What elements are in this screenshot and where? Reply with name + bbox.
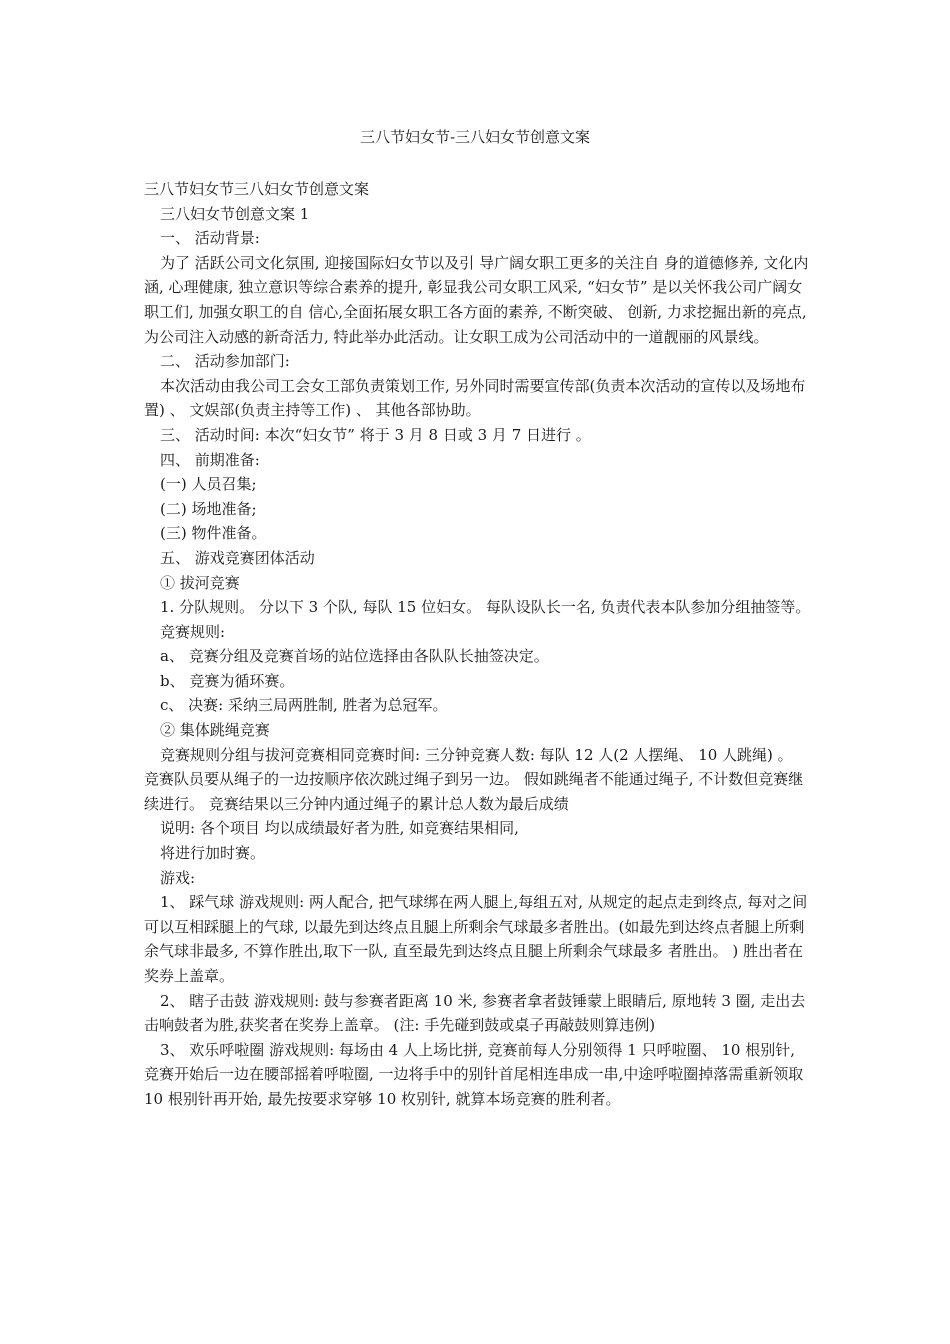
document-paragraph: ② 集体跳绳竞赛 bbox=[160, 721, 270, 740]
document-paragraph: 为了 活跃公司文化氛围, 迎接国际妇女节以及引 导广阔女职工更多的关注自 身的道德修养, 文化内涵, 心理健康, 独立意识等综合素养的提升, 彰显我公司女职工风采, “妇女节” 是以关怀我公司广阔女职工们, 加强女职工的自 信心,全面拓展女职工各方面的素养, 不断突破、 创新, 力求挖掘出新的亮点, 为公司注入动感的新奇活力, 特此举办此活动。让女职工成为公司活动中的一道靓丽的风景线。 bbox=[144, 253, 809, 346]
document-paragraph: ① 拔河竞赛 bbox=[160, 573, 240, 592]
document-paragraph: 将进行加时赛。 bbox=[160, 844, 266, 863]
document-paragraph: 三、 活动时间: 本次“妇女节” 将于 3 月 8 日或 3 月 7 日进行 。 bbox=[160, 425, 591, 444]
document-paragraph: 游戏: bbox=[160, 868, 196, 887]
document-paragraph: 1、 踩气球 游戏规则: 两人配合, 把气球绑在两人腿上,每组五对, 从规定的起点走到终点, 每对之间可以互相踩腿上的气球, 以最先到达终点且腿上所剩余气球最多者胜出。(如最先到达终点者腿上所剩余气球非最多, 不算作胜出,取下一队, 直至最先到达终点且腿上所剩余气球最多 者胜出。 ) 胜出者在奖券上盖章。 bbox=[144, 893, 808, 985]
document-paragraph: 三八节妇女节三八妇女节创意文案 bbox=[144, 180, 370, 198]
document-paragraph: 竞赛规则: bbox=[160, 622, 226, 641]
document-paragraph: 三八妇女节创意文案 1 bbox=[160, 204, 310, 223]
document-paragraph: 五、 游戏竞赛团体活动 bbox=[160, 548, 315, 567]
document-paragraph: 3、 欢乐呼啦圈 游戏规则: 每场由 4 人上场比拼, 竞赛前每人分别领得 1 只呼啦圈、 10 根别针, 竞赛开始后一边在腰部摇着呼啦圈, 一边将手中的别针首尾相连串成一串,中途呼啦圈掉落需重新领取 10 根别针再开始, 最先按要求穿够 10 枚别针, 就算本场竞赛的胜利者。 bbox=[144, 1040, 804, 1108]
document-paragraph: 2、 瞎子击鼓 游戏规则: 鼓与参赛者距离 10 米, 参赛者拿者鼓锤蒙上眼睛后, 原地转 3 圈, 走出去击响鼓者为胜,获奖者在奖券上盖章。 (注: 手先碰到鼓或桌子再敲鼓则算违例) bbox=[144, 991, 806, 1035]
document-paragraph: 1. 分队规则。 分以下 3 个队, 每队 15 位妇女。 每队设队长一名, 负责代表本队参加分组抽签等。 bbox=[160, 598, 811, 617]
document-paragraph: a、 竞赛分组及竞赛首场的站位选择由各队队长抽签决定。 bbox=[160, 647, 549, 666]
document-paragraph: b、 竞赛为循环赛。 bbox=[160, 671, 295, 690]
document-paragraph: 本次活动由我公司工会女工部负责策划工作, 另外同时需要宣传部(负责本次活动的宣传以及场地布置) 、 文娱部(负责主持等工作) 、 其他各部协助。 bbox=[144, 376, 806, 420]
document-paragraph: c、 决赛: 采纳三局两胜制, 胜者为总冠军。 bbox=[160, 696, 448, 715]
document-paragraph: 说明: 各个项目 均以成绩最好者为胜, 如竞赛结果相同, bbox=[160, 819, 519, 838]
document-paragraph: 二、 活动参加部门: bbox=[160, 352, 290, 371]
document-paragraph: 四、 前期准备: bbox=[160, 450, 260, 469]
document-paragraph: (一) 人员召集; bbox=[160, 475, 257, 494]
document-paragraph: 一、 活动背景: bbox=[160, 229, 260, 248]
document-paragraph: (二) 场地准备; bbox=[160, 499, 257, 518]
document-body bbox=[144, 177, 812, 1112]
document-paragraph: 竞赛规则分组与拔河竞赛相同竞赛时间: 三分钟竞赛人数: 每队 12 人(2 人摆绳、 10 人跳绳) 。 竞赛队员要从绳子的一边按顺序依次跳过绳子到另一边。 假如跳绳者不能通过绳子, 不计数但竞赛继续进行。 竞赛结果以三分钟内通过绳子的累计总人数为最后成绩 bbox=[144, 745, 804, 813]
document-title: 三八节妇女节-三八妇女节创意文案 bbox=[359, 128, 591, 146]
document-paragraph: (三) 物件准备。 bbox=[160, 524, 267, 543]
